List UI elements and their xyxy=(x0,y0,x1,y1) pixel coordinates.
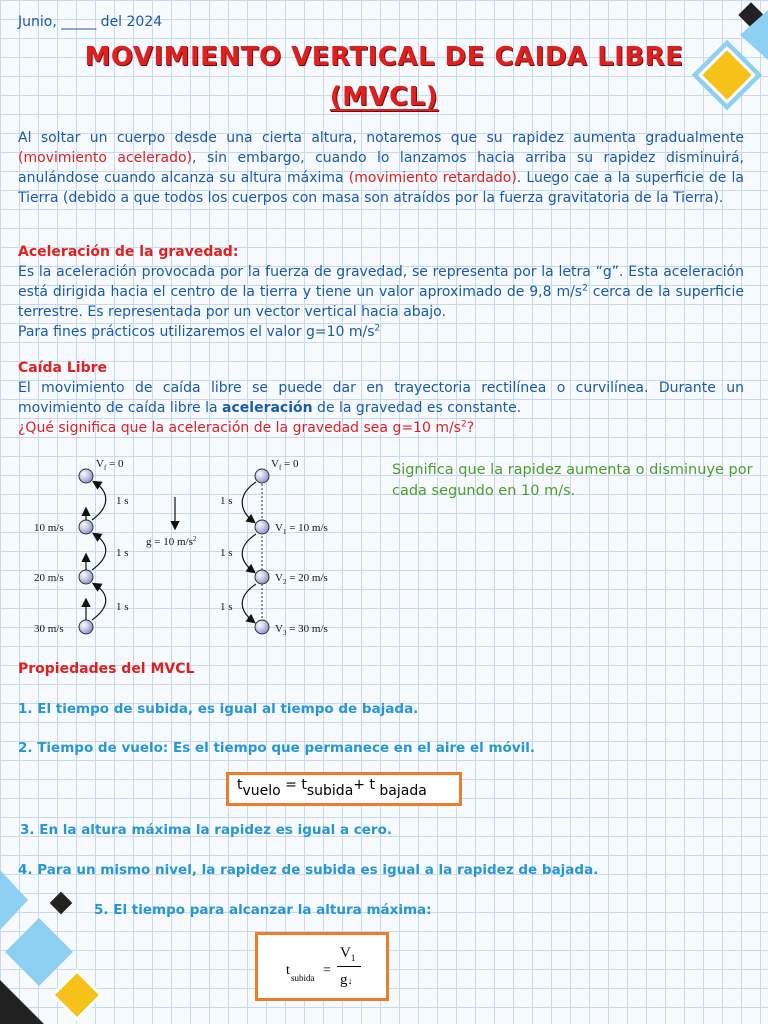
date-line: Junio, _____ del 2024 xyxy=(18,14,163,30)
decor-diamond-dark-small xyxy=(50,892,73,915)
formula-text xyxy=(237,777,427,799)
f2-sub: subida xyxy=(291,973,315,983)
gravity-note xyxy=(18,322,744,342)
intro-red-1: (movimiento acelerado) xyxy=(18,150,193,166)
property-4: 4. Para un mismo nivel, la rapidez de subida es igual a la rapidez de bajada. xyxy=(18,862,599,878)
gravity-text-3: Para fines prácticos utilizaremos el valor g=10 m/s xyxy=(18,324,375,340)
gravity-body xyxy=(18,262,744,322)
question-end: ? xyxy=(466,420,475,436)
f1-t: t xyxy=(237,777,243,793)
intro-text-2: , sin embargo, cuando lo lanzamos hacia arriba su rapidez disminuirá, anulándose cuando alcanza su altura máxima xyxy=(18,150,744,186)
property-5: 5. El tiempo para alcanzar la altura máxima: xyxy=(94,902,432,918)
question-sup: 2 xyxy=(460,419,467,430)
right-interval-3: 1 s xyxy=(220,601,233,613)
f2-den xyxy=(340,972,353,989)
flight-time-formula xyxy=(226,772,462,806)
decor-corner-dark xyxy=(0,980,44,1024)
left-speed-1: 10 m/s xyxy=(34,522,64,534)
down-curve-2 xyxy=(242,534,256,572)
right-speed-1: $V_1 = 10$ m/s xyxy=(275,522,328,536)
right-ball-top xyxy=(255,469,269,483)
question-text: ¿Qué significa que la aceleración de la gravedad sea g=10 m/s xyxy=(18,420,461,436)
property-2: 2. Tiempo de vuelo: Es el tiempo que permanece en el aire el móvil. xyxy=(18,740,536,756)
gravity-sup-2: 2 xyxy=(374,323,381,334)
decor-diamond-blue-bottom xyxy=(5,918,73,986)
right-speed-2: $V_2 = 20$ m/s xyxy=(275,572,328,586)
f1-bajada: bajada xyxy=(374,783,427,799)
f2-den-g: g xyxy=(340,972,348,988)
meaning-text: Significa que la rapidez aumenta o disminuye por cada segundo en 10 m/s. xyxy=(392,462,753,499)
f1-subida: subida xyxy=(306,783,354,799)
right-ball-3 xyxy=(255,620,269,634)
freefall-question xyxy=(18,418,744,438)
property-3: 3. En la altura máxima la rapidez es igual a cero. xyxy=(20,822,392,838)
page-title: MOVIMIENTO VERTICAL DE CAIDA LIBRE xyxy=(84,42,684,72)
up-curve-2 xyxy=(92,534,106,570)
left-top-label: $V_f = 0$ xyxy=(96,458,124,472)
page-subtitle: (MVCL) xyxy=(329,82,439,112)
freefall-body xyxy=(18,378,744,418)
f1-plus: + t xyxy=(353,777,375,793)
f2-eq: = xyxy=(323,963,331,978)
f1-vuelo: vuelo xyxy=(242,783,281,799)
gravity-heading: Aceleración de la gravedad: xyxy=(18,244,239,260)
left-ball-3 xyxy=(79,620,93,634)
intro-paragraph xyxy=(18,128,744,208)
right-top-label: $V_f = 0$ xyxy=(271,458,299,472)
right-ball-2 xyxy=(255,570,269,584)
right-interval-1: 1 s xyxy=(220,495,233,507)
freefall-diagram xyxy=(30,452,370,642)
right-ball-1 xyxy=(255,520,269,534)
intro-text-3: . Luego cae a la superficie de la Tierra (debido a que todos los cuerpos con masa son atraídos por la fuerza gravitatoria de la Tierra). xyxy=(18,170,744,206)
gravity-text-1: Es la aceleración provocada por la fuerza de gravedad, se representa por la letra “g”. Esta aceleración está dirigida hacia el centro de la tierra y tiene un valor aproximado de 9,8 m/s xyxy=(18,264,744,300)
f2-num-v: V xyxy=(340,945,351,961)
f2-t: t xyxy=(286,963,290,978)
up-curve-1 xyxy=(92,482,106,520)
left-interval-2: 1 s xyxy=(116,547,129,559)
decor-diamond-yellow-bottom xyxy=(53,971,101,1019)
freefall-bold: aceleración xyxy=(222,400,313,416)
f1-eq: = t xyxy=(280,777,307,793)
intro-text-1: Al soltar un cuerpo desde una cierta altura, notaremos que su rapidez aumenta gradualmente xyxy=(18,130,744,146)
f2-num-sub: 1 xyxy=(350,953,356,963)
left-speed-2: 20 m/s xyxy=(34,572,64,584)
left-interval-3: 1 s xyxy=(116,601,129,613)
down-curve-3 xyxy=(242,584,256,622)
right-interval-2: 1 s xyxy=(220,547,233,559)
left-ball-1 xyxy=(79,520,93,534)
freefall-text-2: de la gravedad es constante. xyxy=(312,400,522,416)
gravity-text-2: cerca de la superficie terrestre. Es representada por un vector vertical hacia abajo. xyxy=(18,284,744,320)
left-ball-top xyxy=(79,469,93,483)
decor-triangle-left xyxy=(0,870,28,930)
left-speed-3: 30 m/s xyxy=(34,623,64,635)
fraction-line xyxy=(337,966,361,967)
left-interval-1: 1 s xyxy=(116,495,129,507)
property-1: 1. El tiempo de subida, es igual al tiempo de bajada. xyxy=(18,701,419,717)
down-arrow-icon: ↓ xyxy=(347,976,353,987)
freefall-section xyxy=(18,358,744,438)
down-curve-1 xyxy=(242,482,256,522)
intro-red-2: (movimiento retardado) xyxy=(348,170,517,186)
left-ball-2 xyxy=(79,570,93,584)
max-height-time-formula xyxy=(255,932,389,1001)
f2-num xyxy=(340,945,355,962)
gravity-section xyxy=(18,242,744,342)
freefall-heading: Caída Libre xyxy=(18,360,108,376)
gravity-label: g = 10 $m/s^2$ xyxy=(146,535,197,548)
properties-heading: Propiedades del MVCL xyxy=(18,661,195,677)
gravity-sup-1: 2 xyxy=(582,283,588,294)
freefall-text-1: El movimiento de caída libre se puede dar en trayectoria rectilínea o curvilínea. Durante un movimiento de caída libre la xyxy=(18,380,744,416)
right-speed-3: $V_3 = 30$ m/s xyxy=(275,623,328,637)
up-curve-3 xyxy=(92,584,106,620)
